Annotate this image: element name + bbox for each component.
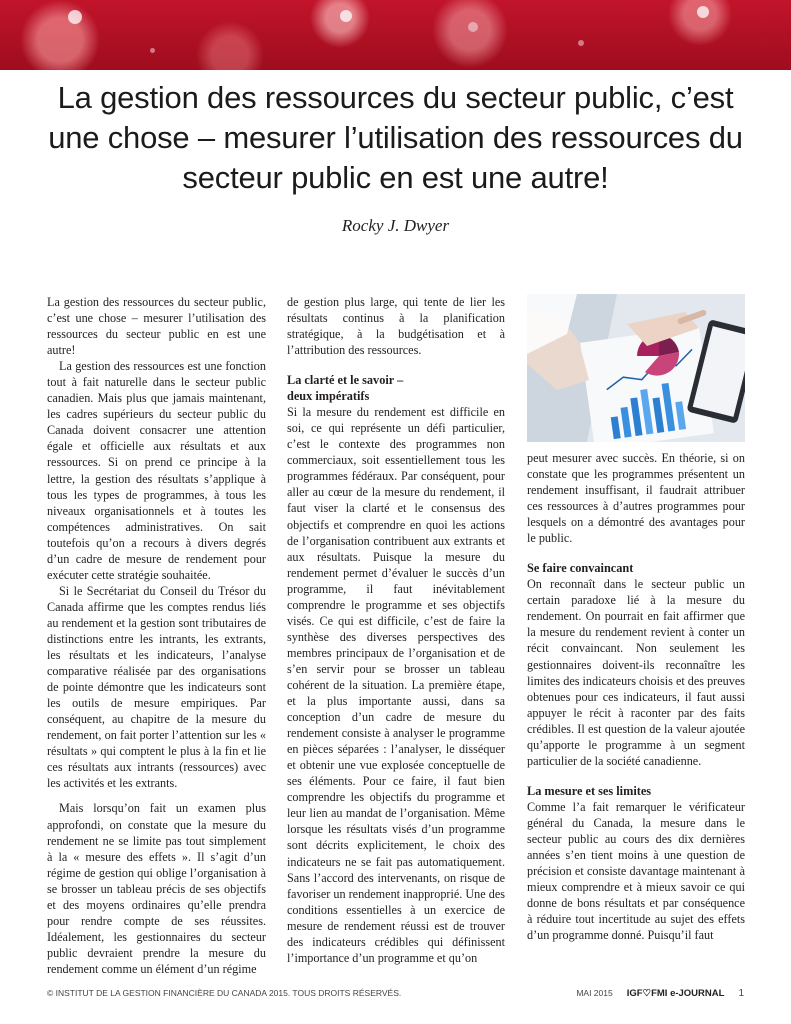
bokeh-light <box>340 10 352 22</box>
text-column-1 <box>47 294 266 977</box>
paragraph: de gestion plus large, qui tente de lier les résultats continus à la planification stratégique, à la budgétisation et à l’attribution des ressources. <box>287 295 505 358</box>
article-photo <box>527 294 745 442</box>
article-author: Rocky J. Dwyer <box>341 216 450 235</box>
paragraph: Si le Secrétariat du Conseil du Trésor du Canada affirme que les comptes rendus liés au rendement et la gestion sont tributaires de distinctions entre les intrants, les extrants, les résultats et les indicateurs, l’analyse comparative réalisée par des organisations de pointe démontre que les indicateurs sont les outils de mesure empiriques. Par conséquent, au chapitre de la mesure du rendement, on fait porter l’attention sur les « résultats » qui comptent le plus à la fin et lie ces résultats aux intrants (ressources) avec les activités et les extrants. <box>47 583 266 791</box>
paragraph: Mais lorsqu’on fait un examen plus approfondi, on constate que la mesure du rendement ne se limite pas tout simplement à la « mesure des effets ». Il s’agit d’un régime de gestion qui oblige l’organisation à se brosser un tableau précis de ses objectifs et des moyens ordinaires qu’elle prendra pour rendre compte de ses réussites. Idéalement, les gestionnaires du secteur public devraient prendre la mesure du rendement comme un élément d’un régime <box>47 801 266 976</box>
header-banner <box>0 0 791 70</box>
bokeh-light <box>697 6 709 18</box>
bokeh-light <box>578 40 584 46</box>
bokeh-light <box>68 10 82 24</box>
section-heading: Se faire convaincant <box>527 561 634 576</box>
heading-line: deux impératifs <box>287 389 370 404</box>
journal-logo: IGF♡FMI e-JOURNAL <box>626 988 725 999</box>
paragraph: On reconnaît dans le secteur public un certain paradoxe lié à la mesure du rendement. On pourrait en fait affirmer que la mesure du rendement revient à conter un récit convaincant. Non seulement les gestionnaires doivent-ils reconnaître les limites des indicateurs choisis et des preuves obtenues pour ces indicateurs, il faut aussi appuyer le récit à raconter par des faits crédibles. Il est question de la valeur ajoutée qu’apporte le programme à un segment particulier de la société canadienne. <box>527 577 745 768</box>
paragraph: La gestion des ressources du secteur public, c’est une chose – mesurer l’utilisation des ressources du secteur public en est une autre! <box>47 295 266 358</box>
paragraph: peut mesurer avec succès. En théorie, si on constate que les programmes présentent un rendement insuffisant, il faudrait attribuer ces ressources à d’autres programmes pour lesquels on a démontré des avantages pour le public. <box>527 451 745 546</box>
heading-line: La clarté et le savoir – <box>287 373 404 388</box>
footer-copyright: © INSTITUT DE LA GESTION FINANCIÈRE DU CANADA 2015. TOUS DROITS RÉSERVÉS. <box>47 988 402 998</box>
article-title: La gestion des ressources du secteur public, c’est une chose – mesurer l’utilisation des ressources du secteur public en est une autre! <box>48 80 743 195</box>
footer-meta <box>576 988 744 999</box>
bokeh-light <box>468 22 478 32</box>
page-number: 1 <box>738 988 744 999</box>
paragraph: Comme l’a fait remarquer le vérificateur général du Canada, la mesure dans le secteur public au cours des dix dernières années s’en tient moins à une question de précision et consiste davantage maintenant à mieux comprendre et à mieux savoir ce qui donne de bons résultats et par conséquence à réduire tout incertitude au sujet des effets d’un programme donné. Puisqu’il faut <box>527 799 745 943</box>
business-charts-illustration <box>527 294 745 442</box>
footer-date: MAI 2015 <box>576 988 613 998</box>
text-column-3 <box>527 450 745 943</box>
paragraph: La gestion des ressources est une fonction tout à fait naturelle dans le secteur public canadien. Mais plus que jamais maintenant, les cadres supérieurs du secteur public du Canada doivent consacrer une attention égale et officielle aux résultats et aux ressources. Si on prend ce principe à la lettre, la gestion des résultats s’applique à tous les types de programmes, à tous les niveaux organisationnels et à toutes les compétences administratives. On sait toutefois qu’on a recours à divers degrés d’un cadre de mesure de rendement pour exécuter cette stratégie souhaitée. <box>47 359 266 582</box>
section-heading: La mesure et ses limites <box>527 783 652 798</box>
text-column-2 <box>287 294 505 966</box>
section-heading <box>287 372 505 404</box>
paragraph: Si la mesure du rendement est difficile en soi, ce qui représente un défi particulier, c’est le contexte des programmes non commerciaux, soit essentiellement tous les programmes fédéraux. Par conséquent, pour aller au cœur de la mesure du rendement, il faut viser la clarté et le consensus des objectifs et comprendre en quoi les actions de l’organisation contribuent aux extrants et aux résultats. Puisque la mesure du rendement permet d’évaluer le succès d’un programme, il faut inévitablement comprendre le programme et ses objectifs visés. Ce qui est difficile, c’est de faire la synthèse des diverses perspectives des membres principaux de l’organisation et de s’en servir pour se brosser un tableau cohérent de la situation. La première étape, et la plus importante aussi, dans sa conception d’un cadre de mesure du rendement consiste à analyser le programme en pièces séparées : l’analyser, le disséquer et obtenir une vue explosée conceptuelle de ses éléments. Pour ce faire, il faut bien comprendre les objectifs du programme et leur lien au mandat de l’organisation. Même lorsque les résultats visés d’un programme sont décrits explicitement, le choix des indicateurs ne se fait pas automatiquement. Sans l’accord des intervenants, on risque de favoriser un rendement inapproprié. Une des conditions essentielles à un exercice de mesure de rendement réussi est de trouver des indicateurs crédibles qui définissent l’importance d’un programme et qu’on <box>287 405 505 965</box>
bokeh-light <box>150 48 155 53</box>
